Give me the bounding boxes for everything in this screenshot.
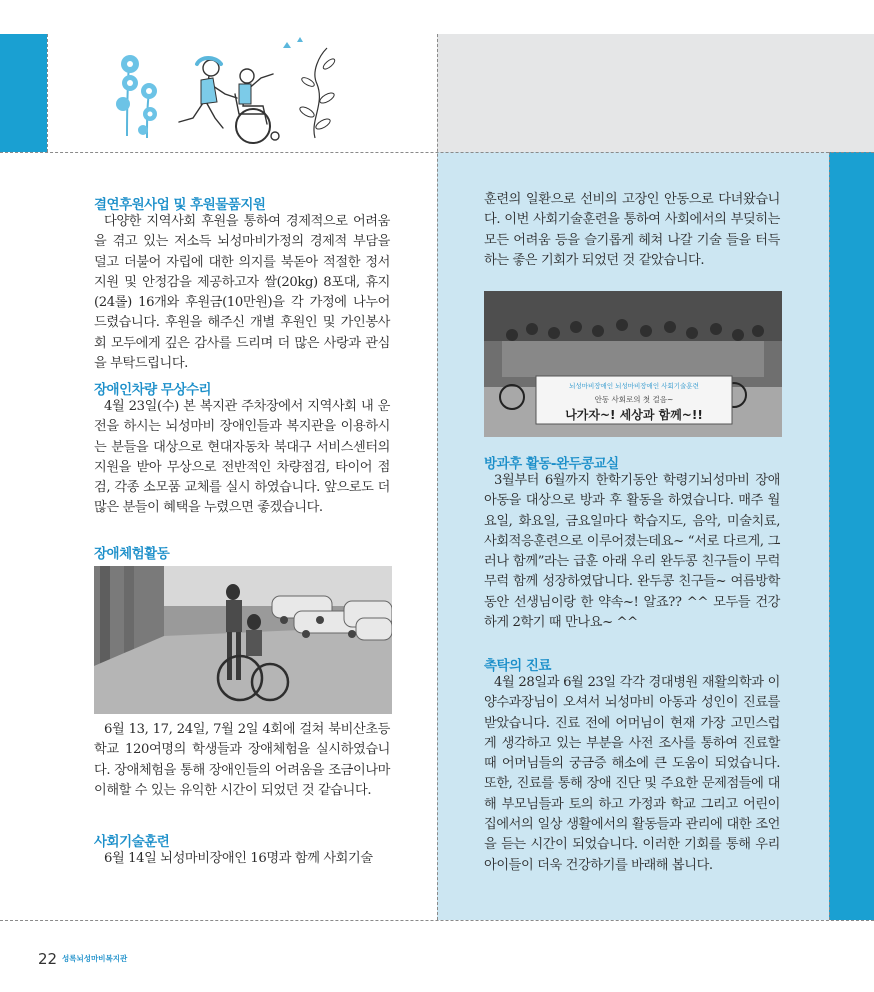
- wheelchair-illustration: [105, 34, 345, 150]
- heading-sponsorship: 결연후원사업 및 후원물품지원: [94, 197, 266, 213]
- banner-top-text: 뇌성마비장애인 뇌성마비장애인 사회기술훈련: [569, 382, 699, 390]
- para-social-skills-start: 6월 14일 뇌성마비장애인 16명과 함께 사회기술: [104, 851, 373, 866]
- para-sponsorship: 다양한 지역사회 후원을 통하여 경제적으로 어려움을 겪고 있는 저소득 뇌성마비가정의 경제적 부담을 덜고 더불어 자립에 대한 의지를 북돋아 적절한 정서지원 및 안정감을 제공하고자 쌀(20kg) 8포대, 휴지(24롤) 16개와 후원금(10만원)을 각 가정에 나누어 드렸습니다. 후원을 해주신 개별 후원인 및 가인봉사회 모두에게 깊은 감사를 드리며 더 많은 사랑과 관심을 부탁드립니다.: [94, 214, 390, 372]
- para-afterschool: 3월부터 6월까지 한학기동안 학령기뇌성마비 장애아동을 대상으로 방과 후 활동을 하였습니다. 매주 월요일, 화요일, 금요일마다 학습지도, 음악, 미술치료, 사회적응훈련으로 이루어졌는데요~ “서로 다르게, 그러나 함께”라는 급훈 아래 우리 완두콩 친구들이 무럭무럭 함께 성장하였답니다. 완두콩 친구들~ 여름방학동안 선생님이랑 한 약속~! 알죠?? ^^ 모두들 건강하게 2학기 때 만나요~ ^^: [484, 473, 780, 631]
- banner-main-text: 나가자~! 세상과 함께~!!: [565, 408, 703, 422]
- banner-mid-text: 안동 사회로의 첫 걸음~: [594, 395, 674, 404]
- para-social-skills-continued: 훈련의 일환으로 선비의 고장인 안동으로 다녀왔습니다. 이번 사회기술훈련을 통하여 사회에서의 부딪히는 모든 어려움 등을 슬기롭게 헤쳐 나갈 기술 들을 터득하는 좋은 기회가 되었던 것 같았습니다.: [484, 192, 780, 268]
- heading-disability-experience: 장애체험활동: [94, 546, 170, 562]
- para-medical-care: 4월 28일과 6월 23일 각각 경대병원 재활의학과 이양수과장님이 오셔서 뇌성마비 아동과 성인이 진료를 받았습니다. 진료 전에 어머님이 현재 가장 고민스럽게 생각하고 있는 부분을 사전 조사를 통하여 진료할 때 어머님들의 궁금증 해소에 큰 도움이 되었습니다. 또한, 진료를 통해 장애 진단 및 주요한 문제점들에 대해 부모님들과 토의 하고 가정과 학교 그리고 어린이집에서의 일상 생활에서의 활동들과 관리에 대한 조언을 듣는 시간이 되었습니다. 이러한 기회를 통해 우리아이들이 더욱 건강하기를 바래해 봅니다.: [484, 675, 780, 873]
- right-accent-tab: [829, 152, 874, 920]
- heading-medical-care: 촉탁의 진료: [484, 658, 551, 674]
- divider-left: [47, 34, 48, 152]
- page-number: 22: [38, 950, 58, 968]
- photo-group-andong: [484, 291, 782, 437]
- para-car-repair: 4월 23일(수) 본 복지관 주차장에서 지역사회 내 운전을 하시는 뇌성마비 장애인들과 복지관을 이용하시는 분들을 대상으로 현대자동차 북대구 서비스센터의 지원을 받아 무상으로 전반적인 차량점검, 타이어 점검, 각종 소모품 교체를 실시 하였습니다. 앞으로도 더 많은 분들이 혜택을 누렸으면 좋겠습니다.: [94, 399, 390, 516]
- divider-center: [437, 34, 438, 920]
- divider-bottom: [0, 920, 874, 921]
- photo-wheelchair-experience: [94, 566, 392, 714]
- org-name: 성록뇌성마비복지관: [62, 954, 128, 963]
- heading-car-repair: 장애인차량 무상수리: [94, 382, 212, 398]
- header-gray-block: [437, 34, 874, 152]
- divider-right: [829, 152, 830, 920]
- heading-social-skills: 사회기술훈련: [94, 834, 170, 850]
- para-disability-experience: 6월 13, 17, 24일, 7월 2일 4회에 걸쳐 북비산초등학교 120여명의 학생들과 장애체험을 실시하였습니다. 장애체험을 통해 장애인들의 어려움을 조금이나마 이해할 수 있는 유익한 시간이 되었던 것 같습니다.: [94, 722, 390, 798]
- left-accent-tab: [0, 34, 47, 152]
- heading-afterschool: 방과후 활동-완두콩교실: [484, 456, 619, 472]
